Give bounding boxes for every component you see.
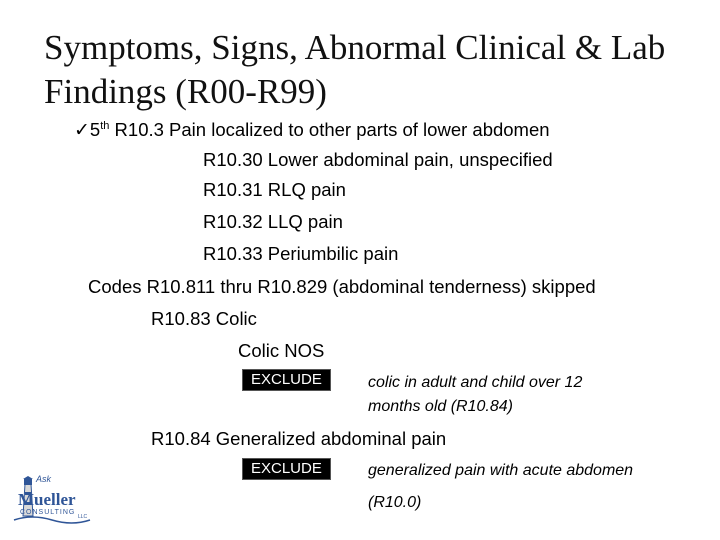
exclude-badge-colic: EXCLUDE: [242, 369, 331, 391]
generalized-exclude-note-2: (R10.0): [368, 494, 422, 511]
colic-code-line: R10.83 Colic: [151, 308, 257, 329]
bullet-line: [74, 118, 550, 142]
bullet-superscript: th: [100, 120, 110, 132]
title-line-1: Symptoms, Signs, Abnormal Clinical & Lab: [44, 28, 666, 67]
generalized-exclude-note-1: generalized pain with acute abdomen: [368, 462, 634, 479]
logo-bottom-text: CONSULTING: [20, 509, 76, 516]
code-line-r10-33: R10.33 Periumbilic pain: [203, 243, 399, 264]
title-line-2: Findings (R00-R99): [44, 72, 327, 111]
code-line-r10-31: R10.31 RLQ pain: [203, 179, 346, 200]
skipped-codes-line: Codes R10.811 thru R10.829 (abdominal tenderness) skipped: [88, 276, 596, 297]
generalized-code-line: R10.84 Generalized abdominal pain: [151, 428, 447, 449]
logo-top-text: Ask: [36, 474, 52, 484]
exclude-badge-generalized: EXCLUDE: [242, 458, 331, 480]
company-logo: [12, 476, 92, 524]
colic-nos-line: Colic NOS: [238, 340, 325, 361]
slide-title: [44, 26, 704, 114]
logo-brand: Mueller: [18, 490, 76, 509]
code-line-r10-32: R10.32 LLQ pain: [203, 211, 343, 232]
code-line-r10-30: R10.30 Lower abdominal pain, unspecified: [203, 149, 553, 170]
colic-exclude-note-1: colic in adult and child over 12: [368, 374, 583, 391]
logo-suffix: LLC: [78, 514, 88, 520]
colic-exclude-note-2: months old (R10.84): [368, 398, 513, 415]
bullet-prefix: 5: [89, 119, 101, 140]
bullet-text: R10.3 Pain localized to other parts of lower abdomen: [109, 119, 550, 140]
checkmark-icon: ✓: [74, 119, 90, 141]
